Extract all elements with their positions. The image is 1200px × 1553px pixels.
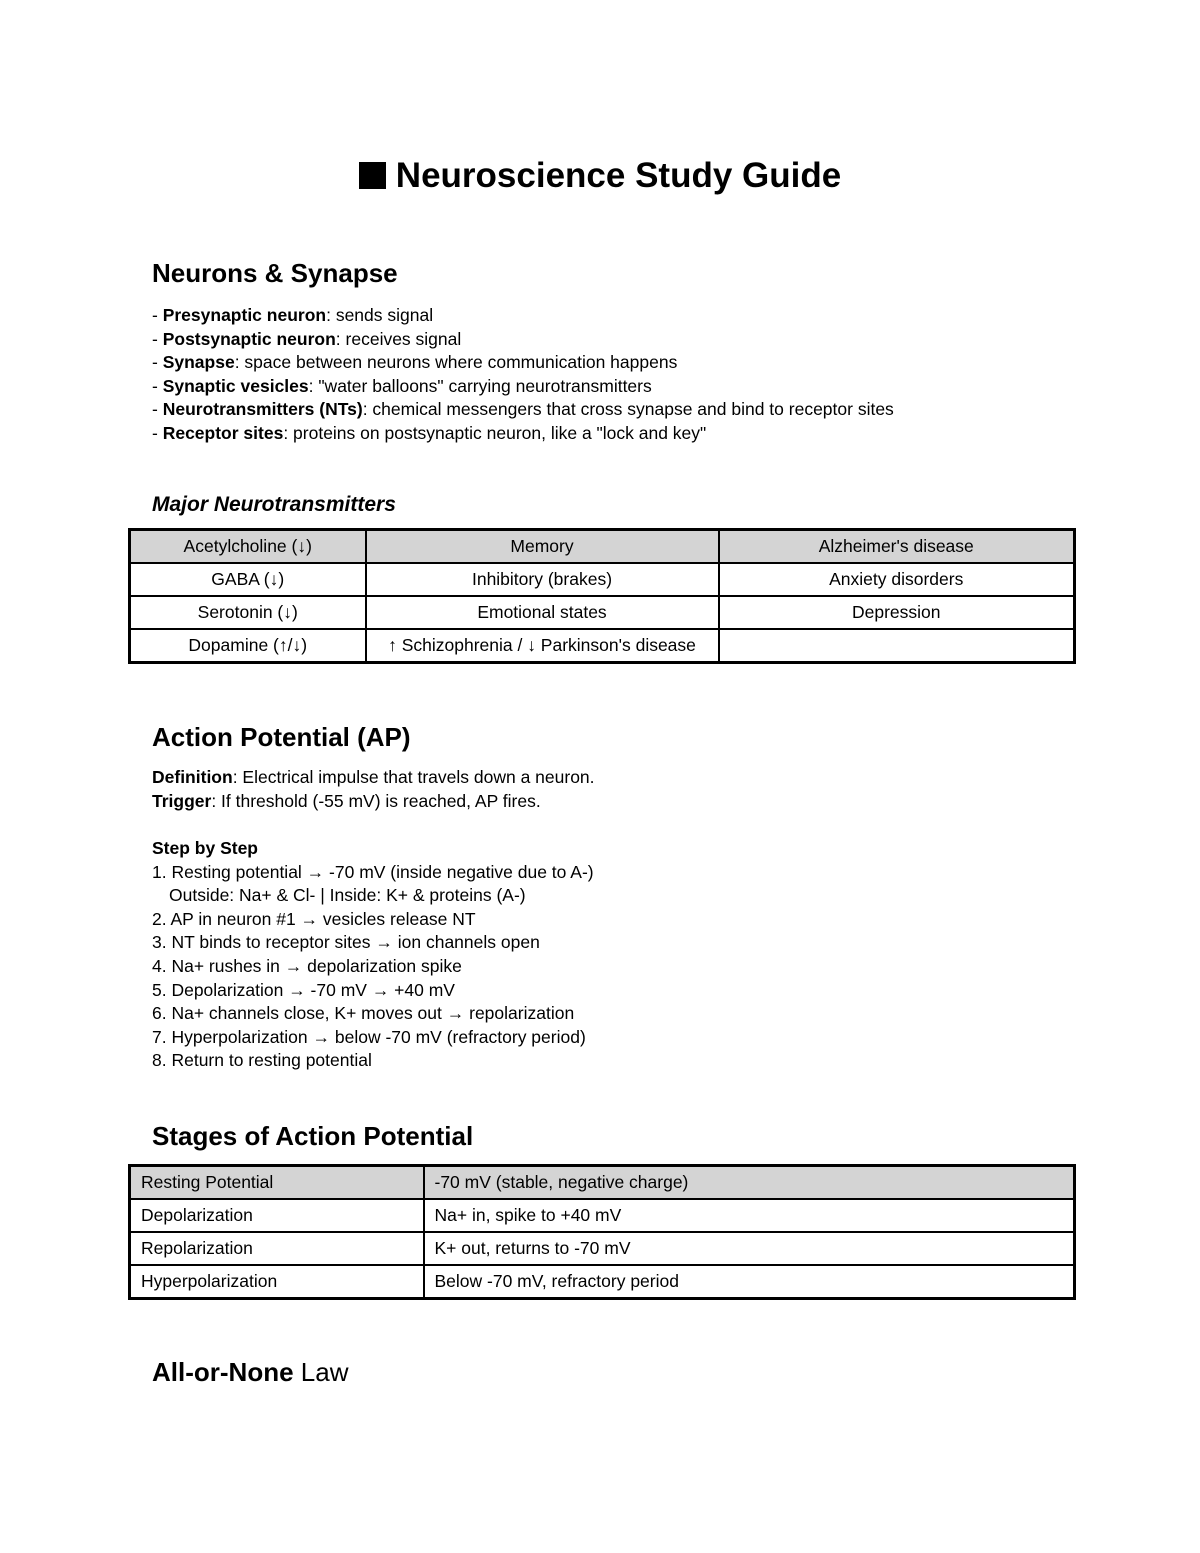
list-item: 8. Return to resting potential [152, 1050, 372, 1071]
table-cell: Repolarization [130, 1232, 424, 1265]
table-row [130, 629, 1075, 663]
list-item: 7. Hyperpolarization → below -70 mV (refractory period) [152, 1026, 586, 1047]
list-item: 3. NT binds to receptor sites → ion channels open [152, 932, 540, 953]
steps-heading: Step by Step [152, 838, 258, 858]
table-cell: -70 mV (stable, negative charge) [424, 1166, 1075, 1200]
table-cell: Serotonin (↓) [130, 596, 366, 629]
list-item: - Synapse: space between neurons where communication happens [152, 352, 678, 373]
stages-table [128, 1164, 1076, 1300]
table-cell: Emotional states [366, 596, 719, 629]
table-cell: Depolarization [130, 1199, 424, 1232]
trigger-line: Trigger: If threshold (-55 mV) is reached, AP fires. [152, 790, 541, 811]
all-or-none-heading: All-or-None Law [152, 1357, 349, 1387]
table-row [130, 1265, 1075, 1299]
list-item: 5. Depolarization → -70 mV → +40 mV [152, 979, 455, 1000]
table-row [130, 1232, 1075, 1265]
table-cell: Depression [719, 596, 1075, 629]
ap-definition-block [152, 766, 595, 813]
list-item: - Presynaptic neuron: sends signal [152, 305, 434, 325]
page-title-text: Neuroscience Study Guide [395, 156, 842, 195]
list-item: 4. Na+ rushes in → depolarization spike [152, 955, 462, 976]
table-cell: Hyperpolarization [130, 1265, 424, 1299]
list-item: 6. Na+ channels close, K+ moves out → repolarization [152, 1003, 575, 1024]
table-row [130, 596, 1075, 629]
table-cell: Resting Potential [130, 1166, 424, 1200]
list-item: - Receptor sites: proteins on postsynaptic neuron, like a "lock and key" [152, 422, 707, 443]
list-item: Outside: Na+ & Cl- | Inside: K+ & proteins (A-) [169, 885, 526, 906]
action-potential-heading: Action Potential (AP) [152, 722, 411, 752]
table-cell: Below -70 mV, refractory period [424, 1265, 1075, 1299]
major-nt-heading: Major Neurotransmitters [152, 493, 396, 516]
table-cell [719, 629, 1075, 663]
neurotransmitter-table [128, 528, 1076, 664]
page-title [0, 152, 1200, 200]
list-item: 1. Resting potential → -70 mV (inside negative due to A-) [152, 861, 594, 882]
table-cell: Inhibitory (brakes) [366, 563, 719, 596]
stages-heading: Stages of Action Potential [152, 1121, 474, 1151]
table-cell: Dopamine (↑/↓) [130, 629, 366, 663]
list-item: - Synaptic vesicles: "water balloons" carrying neurotransmitters [152, 375, 652, 396]
table-row [130, 1166, 1075, 1200]
table-cell: Anxiety disorders [719, 563, 1075, 596]
list-item: 2. AP in neuron #1 → vesicles release NT [152, 908, 476, 929]
table-cell: GABA (↓) [130, 563, 366, 596]
neurons-heading: Neurons & Synapse [152, 258, 398, 288]
definition-line: Definition: Electrical impulse that travels down a neuron. [152, 767, 595, 787]
table-cell: K+ out, returns to -70 mV [424, 1232, 1075, 1265]
table-row [130, 530, 1075, 564]
ap-steps [152, 837, 594, 1073]
table-row [130, 563, 1075, 596]
table-cell: Memory [366, 530, 719, 564]
table-cell: ↑ Schizophrenia / ↓ Parkinson's disease [366, 629, 719, 663]
list-item: - Postsynaptic neuron: receives signal [152, 328, 462, 349]
list-item: - Neurotransmitters (NTs): chemical messengers that cross synapse and bind to receptor sites [152, 399, 894, 420]
table-cell: Alzheimer's disease [719, 530, 1075, 564]
neurons-list [152, 304, 894, 446]
table-cell: Acetylcholine (↓) [130, 530, 366, 564]
table-cell: Na+ in, spike to +40 mV [424, 1199, 1075, 1232]
black-square-icon [359, 162, 386, 189]
table-row [130, 1199, 1075, 1232]
